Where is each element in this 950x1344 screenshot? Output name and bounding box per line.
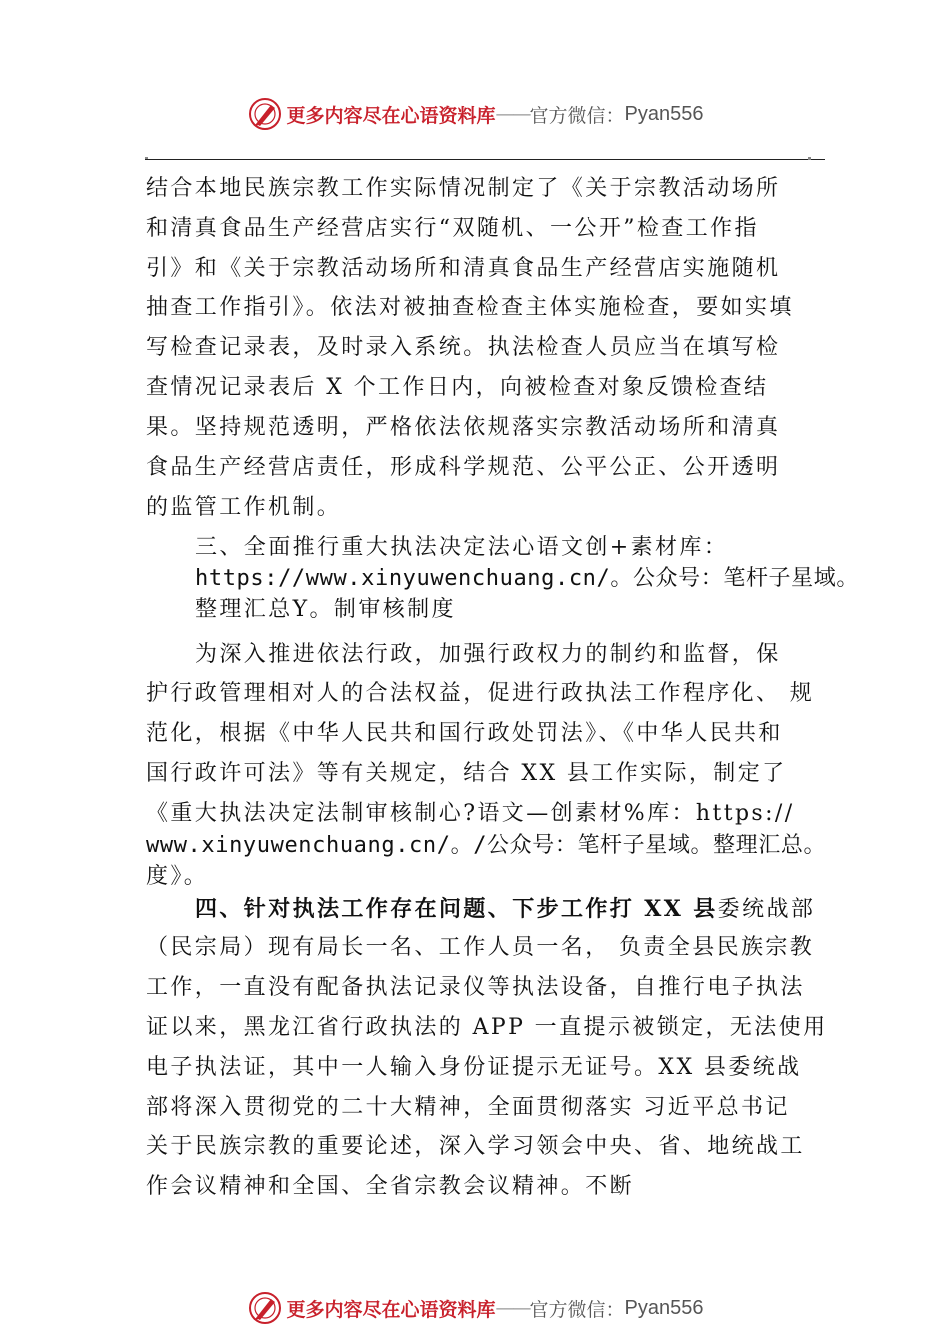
text-line: 护行政管理相对人的合法权益，促进行政执法工作程序化、 规	[146, 681, 815, 706]
text-line: https://www.xinyuwenchuang.cn/。公众号：笔杆子星域。	[195, 566, 859, 591]
text-line: 查情况记录表后 X 个工作日内，向被检查对象反馈检查结	[146, 375, 769, 400]
quill-pen-logo-icon	[247, 1290, 283, 1326]
header-rule	[145, 159, 825, 160]
text-line: 作会议精神和全国、全省宗教会议精神。不断	[146, 1174, 635, 1199]
section-heading-4	[195, 894, 815, 925]
text-line: 和清真食品生产经营店实行“双随机、一公开”检查工作指	[146, 216, 759, 241]
wechat-id: Pyan556	[624, 102, 704, 125]
text-line: 电子执法证，其中一人输入身份证提示无证号。XX 县委统战	[146, 1055, 802, 1080]
section-heading-3: 三、全面推行重大执法决定法心语文创+素材库：	[195, 535, 729, 560]
text-line: 范化，根据《中华人民共和国行政处罚法》、《中华人民共和	[146, 721, 783, 746]
text-line: 为深入推进依法行政，加强行政权力的制约和监督，保	[195, 642, 781, 667]
text-line: 国行政许可法》等有关规定，结合 XX 县工作实际，制定了	[146, 761, 787, 786]
text-line: 的监管工作机制。	[146, 495, 342, 520]
wechat-id: Pyan556	[624, 1296, 704, 1319]
text-line: www.xinyuwenchuang.cn/。/公众号：笔杆子星域。整理汇总。	[146, 833, 827, 858]
text-line: 食品生产经营店责任，形成科学规范、公平公正、公开透明	[146, 455, 781, 480]
quill-pen-logo-icon	[247, 96, 283, 132]
text-line: （民宗局）现有局长一名、工作人员一名， 负责全县民族宗教	[146, 935, 815, 960]
text-line: 果。坚持规范透明，严格依法依规落实宗教活动场所和清真	[146, 415, 781, 440]
text-line: 抽查工作指引》。依法对被抽查检查主体实施检查，要如实填	[146, 295, 794, 320]
rule-dot-right	[808, 157, 811, 160]
text-line: 结合本地民族宗教工作实际情况制定了《关于宗教活动场所	[146, 176, 781, 201]
header-watermark	[0, 94, 950, 134]
text-line: 证以来，黑龙江省行政执法的 APP 一直提示被锁定，无法使用	[146, 1015, 828, 1040]
footer-watermark	[0, 1288, 950, 1328]
watermark-text: 更多内容尽在心语资料库	[286, 1298, 496, 1321]
wechat-label: 官方微信：	[529, 104, 625, 127]
wechat-label: 官方微信：	[529, 1298, 625, 1321]
text-line: 引》和《关于宗教活动场所和清真食品生产经营店实施随机	[146, 256, 781, 281]
watermark-text: 更多内容尽在心语资料库	[286, 104, 496, 127]
watermark-separator: ——	[495, 103, 530, 125]
text-line: 部将深入贯彻党的二十大精神，全面贯彻落实 习近平总书记	[146, 1095, 790, 1120]
section-heading-4-bold: 四、针对执法工作存在问题、下步工作打 XX 县	[195, 896, 718, 922]
text-line: 度》。	[146, 864, 209, 889]
text-line: 写检查记录表，及时录入系统。执法检查人员应当在填写检	[146, 335, 781, 360]
text-line: 关于民族宗教的重要论述，深入学习领会中央、省、地统战工	[146, 1134, 805, 1159]
section-heading-4-rest: 委统战部	[717, 897, 816, 922]
watermark-separator: ——	[495, 1297, 530, 1319]
text-line: 工作，一直没有配备执法记录仪等执法设备，自推行电子执法	[146, 975, 805, 1000]
text-line: 整理汇总Y。制审核制度	[195, 597, 456, 622]
text-line: 《重大执法决定法制审核制心?语文—创素材%库：https://	[146, 801, 795, 826]
